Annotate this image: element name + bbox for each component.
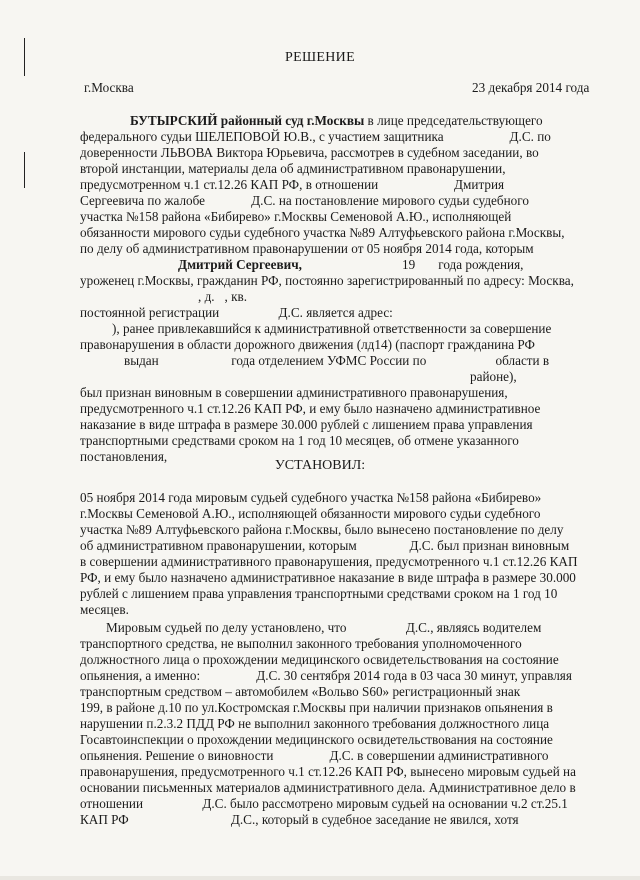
intro-line: был признан виновным в совершении административного правонарушения,: [80, 385, 508, 400]
body-line: основании письменных материалов административного дела. Административное дело в: [80, 780, 576, 795]
intro-line-text: в лице председательствующего: [364, 113, 543, 128]
intro-line: обязанности мирового судьи судебного участка №89 Алтуфьевского района г.Москвы,: [80, 225, 565, 240]
defendant-name: Дмитрий Сергеевич,: [178, 257, 302, 272]
intro-line: доверенности ЛЬВОВА Виктора Юрьевича, рассмотрев в судебном заседании, во: [80, 145, 539, 160]
body-line: транспортного средства, не выполнил законного требования уполномоченного: [80, 636, 522, 651]
body-line: опьянения, а именно: Д.С. 30 сентября 2014 года в 03 часа 30 минут, управляя: [80, 668, 572, 683]
body-line: рублей с лишением права управления транспортными средствами сроком на 1 год 10: [80, 586, 558, 601]
body-line: 199, в районе д.10 по ул.Костромская г.Москвы при наличии признаков опьянения в: [80, 700, 553, 715]
intro-line: 19 года рождения,: [402, 257, 524, 272]
body-line: об административном правонарушении, которым Д.С. был признан виновным: [80, 538, 570, 553]
body-line: нарушении п.2.3.2 ПДД РФ не выполнил законного требования должностного лица: [80, 716, 550, 731]
court-name: БУТЫРСКИЙ районный суд г.Москвы: [130, 113, 365, 128]
intro-line: постоянной регистрации Д.С. является адрес:: [80, 305, 393, 320]
body-line: месяцев.: [80, 602, 129, 617]
city: г.Москва: [84, 80, 134, 95]
body-line: опьянения. Решение о виновности Д.С. в совершении административного: [80, 748, 549, 763]
body-line: отношении Д.С. было рассмотрено мировым судьей на основании ч.2 ст.25.1: [80, 796, 568, 811]
intro-line: выдан года отделением УФМС России по области в: [124, 353, 550, 368]
intro-line: ), ранее привлекавшийся к административной ответственности за совершение: [112, 321, 552, 336]
body-line: участка №89 Алтуфьевского района г.Москвы, было вынесено постановление по делу: [80, 522, 564, 537]
body-line: г.Москвы Семеновой А.Ю., исполняющей обязанности мирового судьи судебного: [80, 506, 541, 521]
body-line: в совершении административного правонарушения, предусмотренного ч.1 ст.12.26 КАП: [80, 554, 578, 569]
document-title: РЕШЕНИЕ: [285, 50, 355, 65]
intro-line: предусмотренном ч.1 ст.12.26 КАП РФ, в отношении Дмитрия: [80, 177, 505, 192]
intro-line: [130, 113, 543, 128]
body-line: должностного лица о прохождении медицинского освидетельствования на состояние: [80, 652, 559, 667]
section-heading: УСТАНОВИЛ:: [274, 458, 366, 473]
intro-line: по делу об административном правонарушении от 05 ноября 2014 года, которым: [80, 241, 534, 256]
body-line: Мировым судьей по делу установлено, что Д.С., являясь водителем: [106, 620, 542, 635]
intro-line: предусмотренного ч.1 ст.12.26 КАП РФ, и ему было назначено административное: [80, 401, 541, 416]
margin-mark: [24, 152, 25, 188]
intro-line: транспортными средствами сроком на 1 год 10 месяцев, об отмене указанного: [80, 433, 519, 448]
intro-line: участка №158 района «Бибирево» г.Москвы Семеновой А.Ю., исполняющей: [80, 209, 512, 224]
intro-line: районе),: [470, 369, 517, 384]
intro-line: , д. , кв.: [198, 289, 248, 304]
intro-line: Сергеевича по жалобе Д.С. на постановление мирового судьи судебного: [80, 193, 529, 208]
intro-line: уроженец г.Москвы, гражданин РФ, постоянно зарегистрированный по адресу: Москва,: [80, 273, 574, 288]
intro-line: правонарушения в области дорожного движения (лд14) (паспорт гражданина РФ: [80, 337, 535, 352]
body-line: 05 ноября 2014 года мировым судьей судебного участка №158 района «Бибирево»: [80, 490, 542, 505]
intro-line: федерального судьи ШЕЛЕПОВОЙ Ю.В., с участием защитника Д.С. по: [80, 129, 551, 144]
intro-line: наказание в виде штрафа в размере 30.000 рублей с лишением права управления: [80, 417, 533, 432]
document-date: 23 декабря 2014 года: [472, 80, 590, 95]
body-line: КАП РФ Д.С., который в судебное заседание не явился, хотя: [80, 812, 519, 827]
body-line: транспортным средством – автомобилем «Вольво S60» регистрационный знак: [80, 684, 521, 699]
body-line: правонарушения, предусмотренного ч.1 ст.12.26 КАП РФ, вынесено мировым судьей на: [80, 764, 576, 779]
intro-line: второй инстанции, материалы дела об административном правонарушении,: [80, 161, 506, 176]
body-line: Госавтоинспекции о прохождении медицинского освидетельствования на состояние: [80, 732, 553, 747]
body-line: РФ, и ему было назначено административное наказание в виде штрафа в размере 30.000: [80, 570, 576, 585]
scan-edge: [0, 876, 640, 880]
intro-line: постановления,: [80, 449, 168, 464]
